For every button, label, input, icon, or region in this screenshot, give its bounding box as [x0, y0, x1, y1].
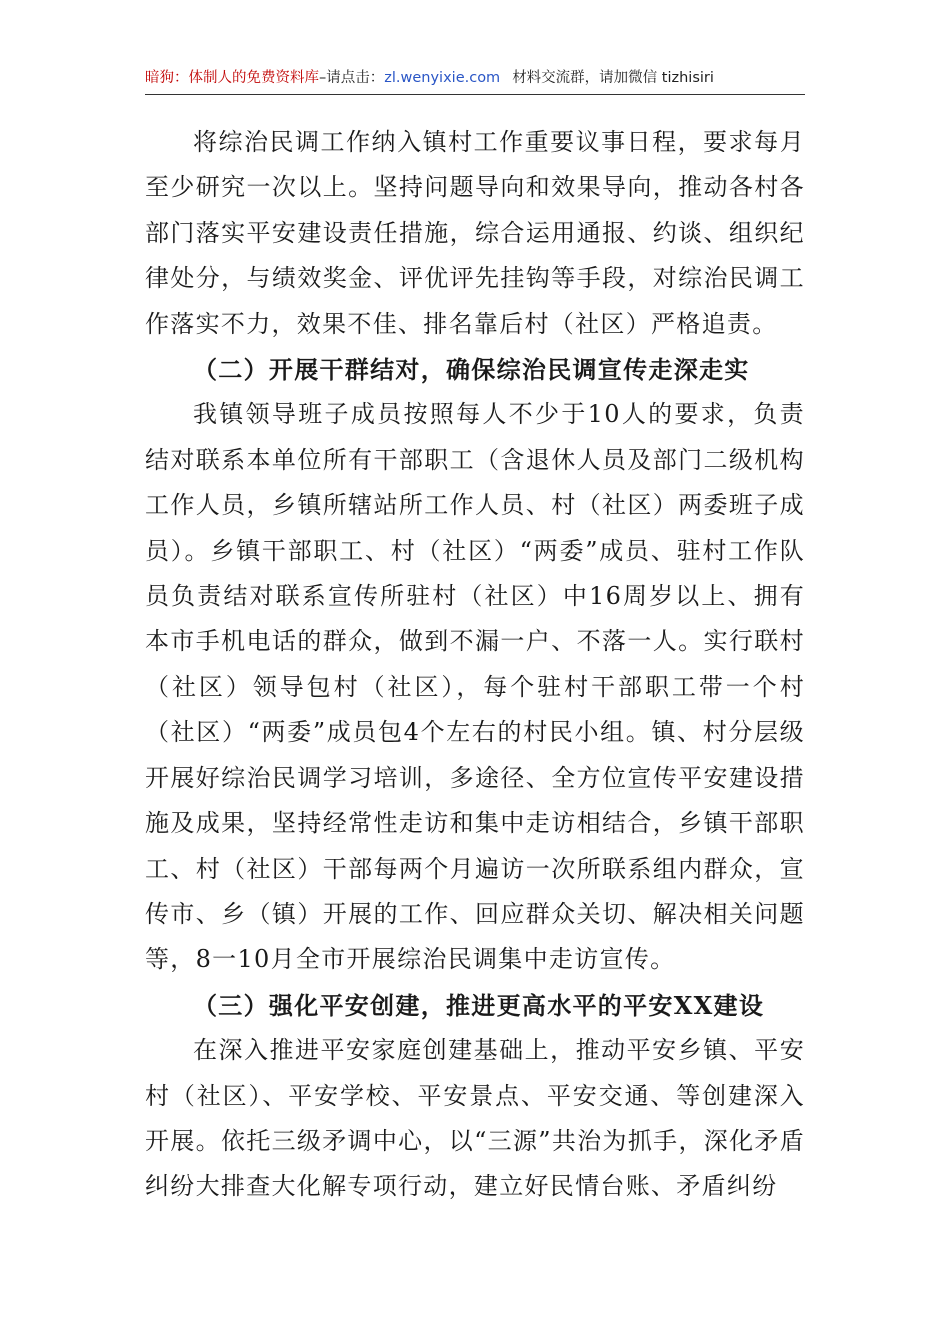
body-paragraph: 我镇领导班子成员按照每人不少于10人的要求，负责结对联系本单位所有干部职工（含退休人员及部门二级机构工作人员，乡镇所辖站所工作人员、村（社区）两委班子成员）。乡镇干部职工、村（社区）“两委”成员、驻村工作队员负责结对联系宣传所驻村（社区）中16周岁以上、拥有本市手机电话的群众，做到不漏一户、不落一人。实行联村（社区）领导包村（社区），每个驻村干部职工带一个村（社区）“两委”成员包4个左右的村民小组。镇、村分层级开展好综治民调学习培训，多途径、全方位宣传平安建设措施及成果，坚持经常性走访和集中走访相结合，乡镇干部职工、村（社区）干部每两个月遍访一次所联系组内群众，宣传市、乡（镇）开展的工作、回应群众关切、解决相关问题等，8一10月全市开展综治民调集中走访宣传。 — [145, 400, 805, 974]
document-body — [145, 120, 805, 1210]
body-paragraph: 将综治民调工作纳入镇村工作重要议事日程，要求每月至少研究一次以上。坚持问题导向和效果导向，推动各村各部门落实平安建设责任措施，综合运用通报、约谈、组织纪律处分，与绩效奖金、评优评先挂钩等手段，对综治民调工作落实不力，效果不佳、排名靠后村（社区）严格追责。 — [145, 128, 805, 338]
header-url-link[interactable]: zl.wenyixie.com — [384, 70, 501, 86]
header-prompt: –请点击： — [319, 70, 385, 86]
page-header — [145, 64, 805, 92]
section-heading-3: （三）强化平安创建，推进更高水平的平安XX建设 — [193, 990, 765, 1020]
header-wechat-note: 材料交流群，请加微信 tizhisiri — [512, 70, 714, 86]
header-brand: 暗狗：体制人的免费资料库 — [145, 70, 319, 86]
body-paragraph: 在深入推进平安家庭创建基础上，推动平安乡镇、平安村（社区）、平安学校、平安景点、平安交通、等创建深入开展。依托三级矛调中心，以“三源”共治为抓手，深化矛盾纠纷大排查大化解专项行动，建立好民情台账、矛盾纠纷 — [145, 1036, 805, 1201]
section-heading-2: （二）开展干群结对，确保综治民调宣传走深走实 — [193, 355, 750, 385]
header-divider — [145, 94, 805, 95]
